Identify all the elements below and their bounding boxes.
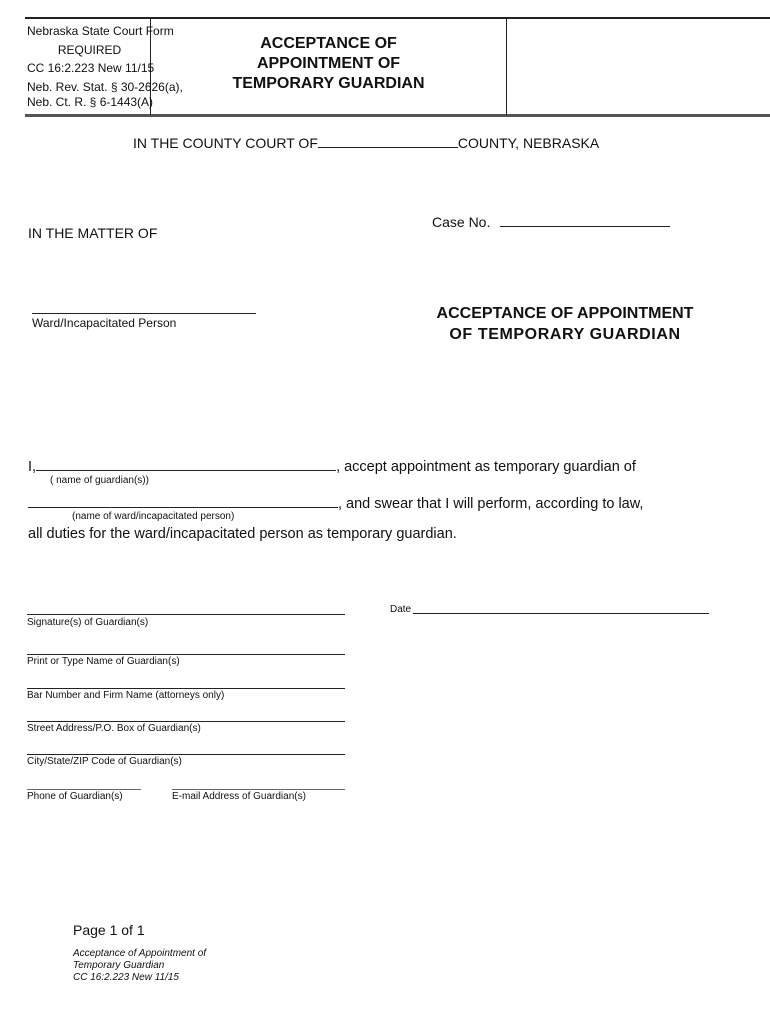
print-name-label: Print or Type Name of Guardian(s) bbox=[27, 656, 180, 667]
city-state-zip-field[interactable] bbox=[27, 754, 345, 755]
footer-info bbox=[73, 948, 206, 984]
form-info-line: CC 16:2.223 New 11/15 bbox=[27, 61, 155, 75]
case-no-field[interactable] bbox=[500, 212, 670, 227]
form-info-line: Neb. Rev. Stat. § 30-2626(a), bbox=[27, 79, 183, 94]
header-top-rule bbox=[25, 17, 770, 19]
document-title bbox=[405, 303, 725, 345]
body-line-2 bbox=[28, 493, 643, 512]
matter-label: IN THE MATTER OF bbox=[28, 225, 158, 241]
header-title bbox=[151, 34, 506, 94]
page-number: Page 1 of 1 bbox=[73, 922, 145, 938]
header-bottom-rule bbox=[25, 114, 770, 117]
body-text: , accept appointment as temporary guardian of bbox=[336, 459, 636, 475]
bar-number-field[interactable] bbox=[27, 688, 345, 689]
bar-number-label: Bar Number and Firm Name (attorneys only) bbox=[27, 690, 225, 701]
form-info bbox=[27, 22, 183, 112]
ward-name-hint: (name of ward/incapacitated person) bbox=[72, 511, 235, 522]
document-title-line: ACCEPTANCE OF APPOINTMENT bbox=[436, 305, 694, 322]
body-line-1 bbox=[28, 456, 636, 475]
body-text: I, bbox=[28, 459, 37, 475]
ward-name-body-field[interactable] bbox=[28, 493, 338, 508]
phone-field[interactable] bbox=[27, 789, 141, 790]
case-number bbox=[432, 212, 670, 230]
form-info-line: REQUIRED bbox=[57, 42, 122, 57]
footer-line: Temporary Guardian bbox=[73, 960, 165, 971]
phone-label: Phone of Guardian(s) bbox=[27, 791, 123, 802]
footer-line: Acceptance of Appointment of bbox=[73, 948, 207, 959]
email-label: E-mail Address of Guardian(s) bbox=[172, 791, 306, 802]
body-text: , and swear that I will perform, according to law, bbox=[338, 496, 644, 512]
signature-label: Signature(s) of Guardian(s) bbox=[27, 617, 149, 628]
form-info-line: Neb. Ct. R. § 6-1443(A) bbox=[27, 95, 154, 109]
email-field[interactable] bbox=[172, 789, 345, 790]
print-name-field[interactable] bbox=[27, 654, 345, 655]
header-divider bbox=[506, 18, 507, 115]
header-title-line: APPOINTMENT OF bbox=[256, 55, 401, 72]
ward-name-field[interactable] bbox=[32, 313, 256, 314]
court-line bbox=[133, 133, 599, 151]
street-address-field[interactable] bbox=[27, 721, 345, 722]
street-address-label: Street Address/P.O. Box of Guardian(s) bbox=[27, 723, 201, 734]
court-prefix: IN THE COUNTY COURT OF bbox=[133, 135, 318, 151]
guardian-name-field[interactable] bbox=[36, 456, 336, 471]
guardian-name-hint: ( name of guardian(s)) bbox=[50, 475, 149, 486]
ward-label: Ward/Incapacitated Person bbox=[32, 316, 177, 330]
case-no-label: Case No. bbox=[432, 214, 491, 230]
header-title-line: ACCEPTANCE OF bbox=[260, 35, 397, 52]
court-suffix: COUNTY, NEBRASKA bbox=[457, 135, 600, 151]
signature-field[interactable] bbox=[27, 614, 345, 615]
county-field[interactable] bbox=[318, 133, 458, 148]
date-field[interactable] bbox=[413, 613, 709, 614]
header-title-line: TEMPORARY GUARDIAN bbox=[232, 75, 425, 92]
date-label: Date bbox=[390, 604, 412, 615]
document-title-line: OF TEMPORARY GUARDIAN bbox=[449, 326, 681, 343]
city-state-zip-label: City/State/ZIP Code of Guardian(s) bbox=[27, 756, 182, 767]
body-line-3: all duties for the ward/incapacitated person as temporary guardian. bbox=[28, 526, 457, 542]
form-info-line: Nebraska State Court Form bbox=[27, 24, 174, 38]
footer-line: CC 16:2.223 New 11/15 bbox=[73, 972, 179, 983]
